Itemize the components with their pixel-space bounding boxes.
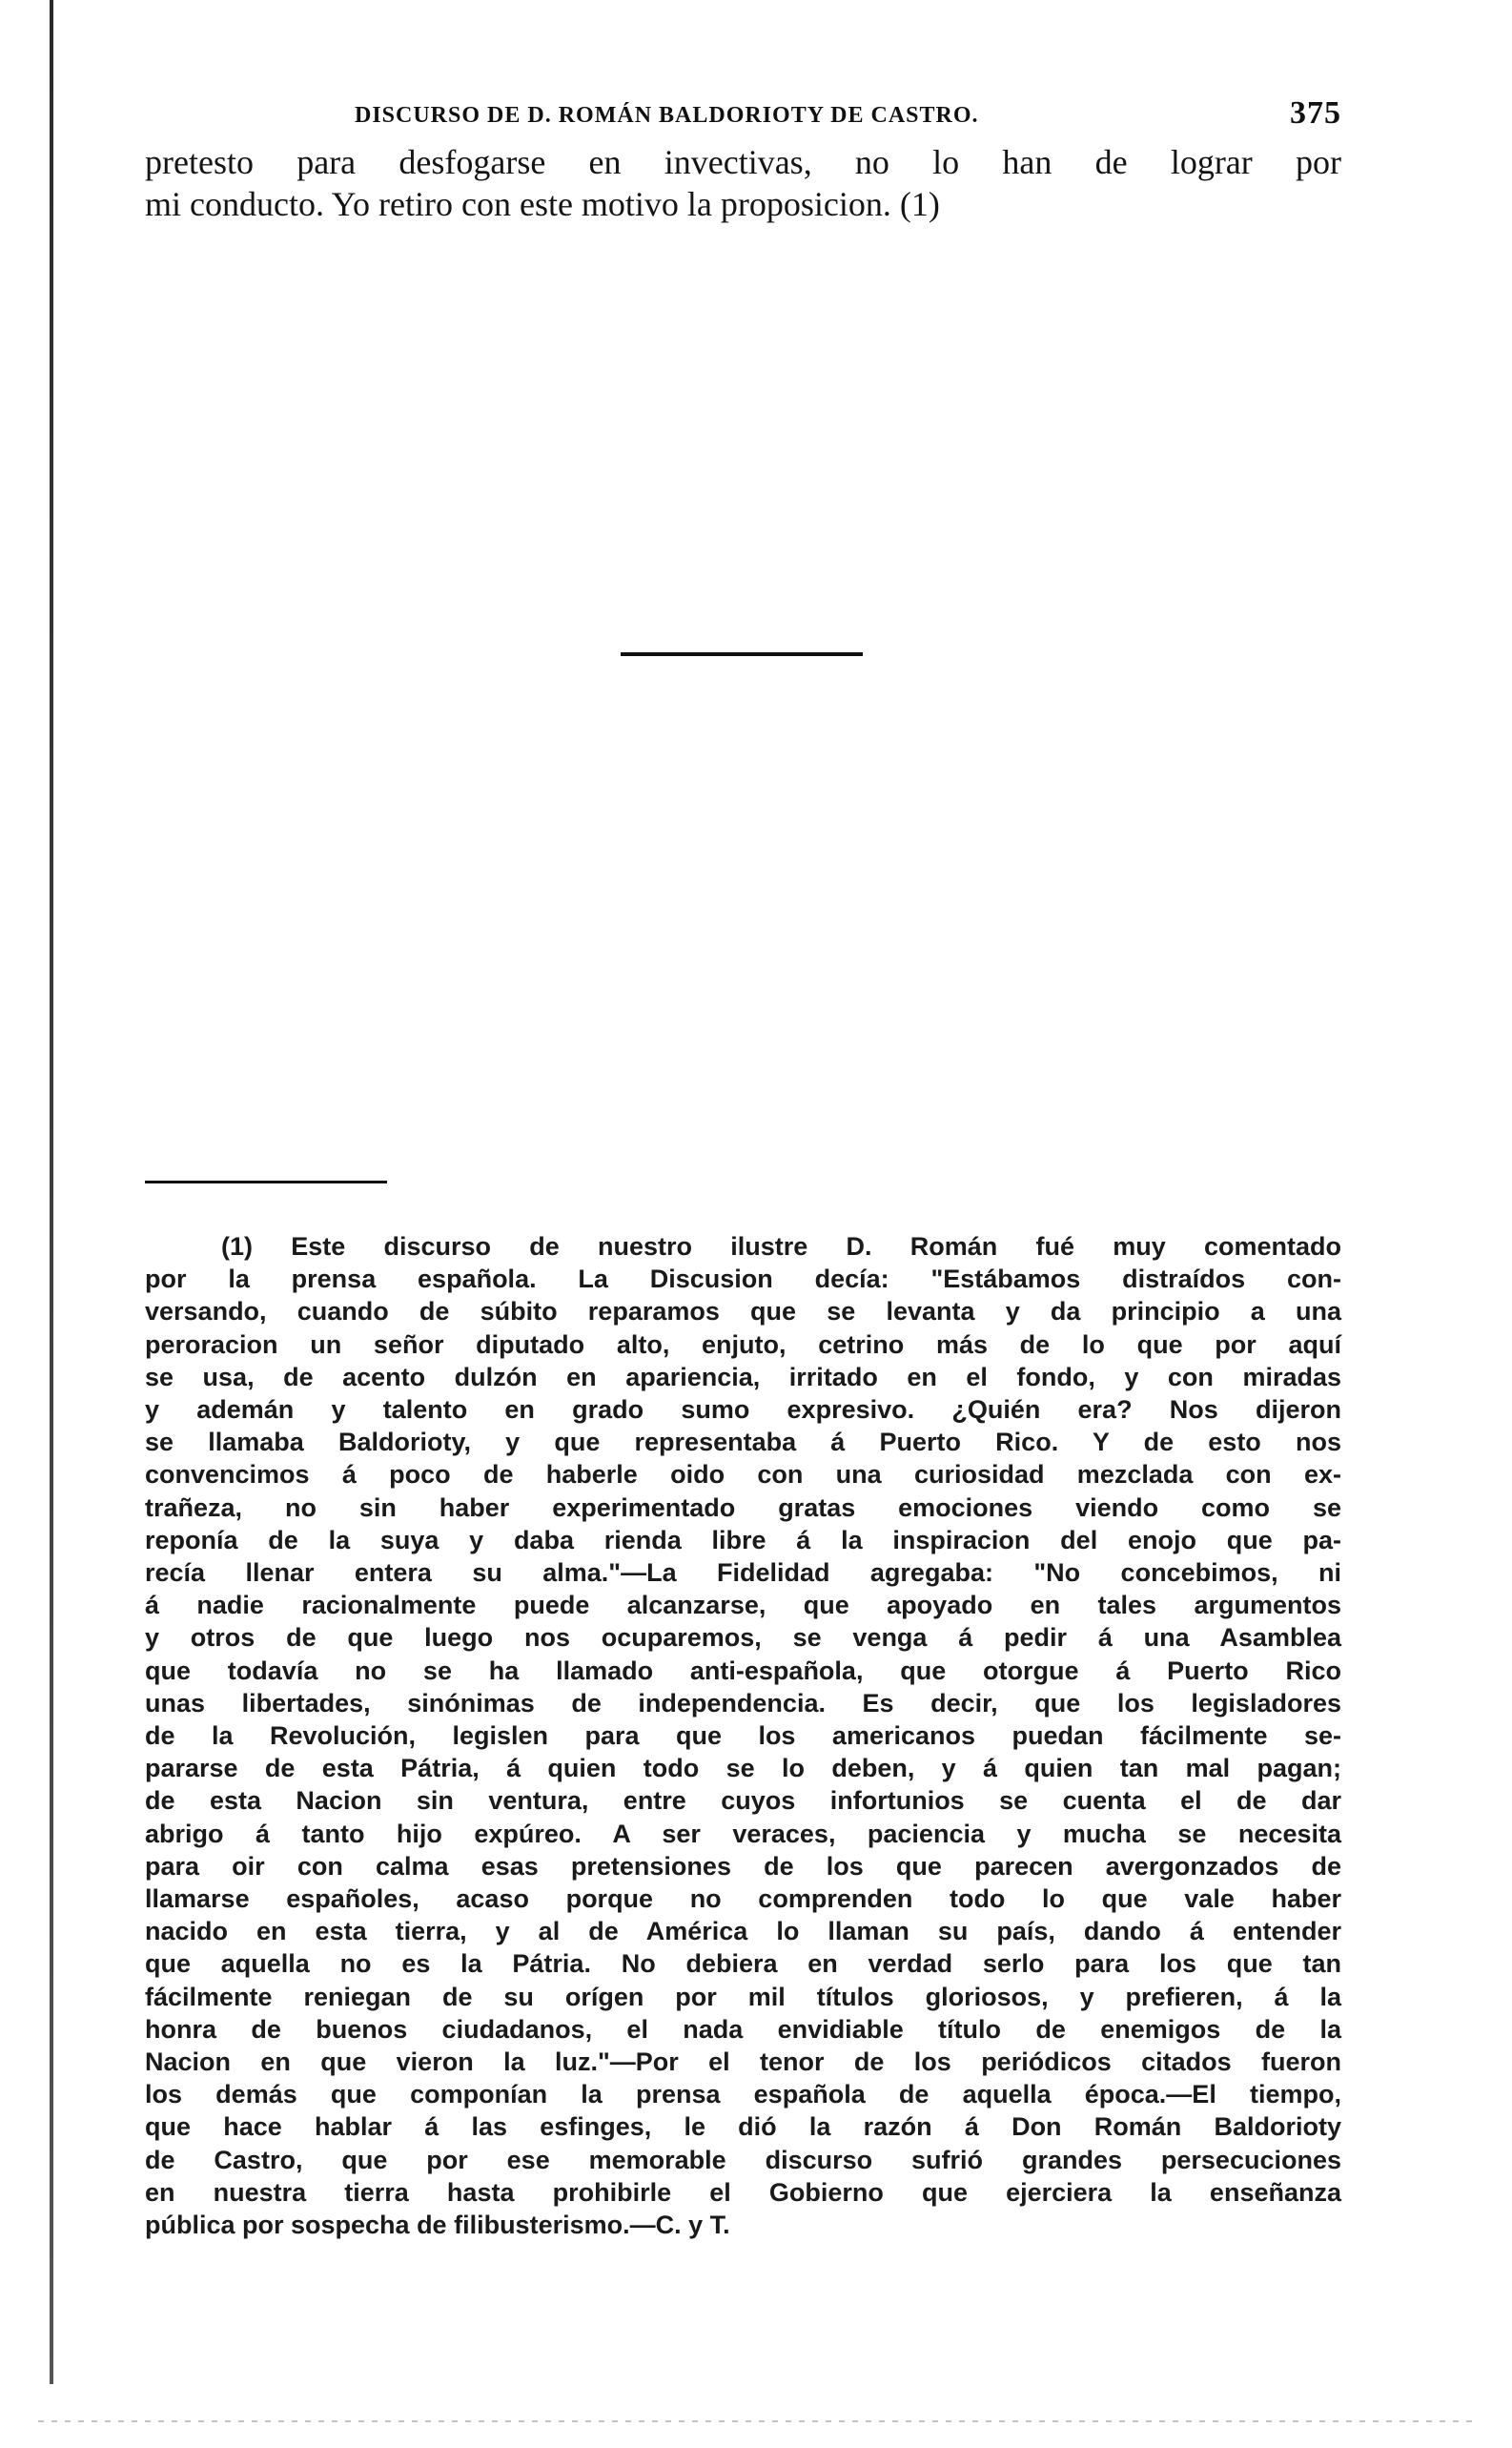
footnote-line: y ademán y talento en grado sumo expresivo. ¿Quién era? Nos dijeron	[145, 1395, 1341, 1425]
footnote-line: versando, cuando de súbito reparamos que se levanta y da principio a una	[145, 1297, 1341, 1327]
body-line: pretesto para desfogarse en invectivas, no lo han de lograr por	[145, 143, 1341, 181]
footnote-line: que hace hablar á las esfinges, le dió la razón á Don Román Baldorioty	[145, 2112, 1341, 2142]
scan-bottom-edge	[38, 2420, 1478, 2422]
footnote-line: peroracion un señor diputado alto, enjuto, cetrino más de lo que por aquí	[145, 1329, 1341, 1359]
footnote-line: nacido en esta tierra, y al de América lo llaman su país, dando á entender	[145, 1917, 1341, 1946]
footnote-line: reponía de la suya y daba rienda libre á la inspiracion del enojo que pa-	[145, 1525, 1341, 1554]
section-separator-rule	[621, 652, 863, 656]
footnote-line: se llamaba Baldorioty, y que representaba á Puerto Rico. Y de esto nos	[145, 1428, 1341, 1457]
running-title: DISCURSO DE D. ROMÁN BALDORIOTY DE CASTRO.	[355, 103, 979, 128]
running-header	[145, 95, 1341, 141]
footnote-line: Nacion en que vieron la luz."—Por el tenor de los periódicos citados fueron	[145, 2047, 1341, 2077]
footnote-line: á nadie racionalmente puede alcanzarse, que apoyado en tales argumentos	[145, 1591, 1341, 1620]
page-number: 375	[1290, 95, 1341, 131]
footnote-line: que todavía no se ha llamado anti-española, que otorgue á Puerto Rico	[145, 1656, 1341, 1685]
footnote-line: pública por sospecha de filibusterismo.—C. y T.	[145, 2211, 730, 2240]
page-spine-edge	[50, 0, 53, 2384]
footnote-line: pararse de esta Pátria, á quien todo se lo deben, y á quien tan mal pagan;	[145, 1754, 1341, 1783]
body-line: mi conducto. Yo retiro con este motivo la proposicion. (1)	[145, 185, 940, 223]
book-page	[145, 95, 1341, 2240]
footnote-line: fácilmente reniegan de su orígen por mil títulos gloriosos, y prefieren, á la	[145, 1982, 1341, 2011]
footnote-line: abrigo á tanto hijo expúreo. A ser veraces, paciencia y mucha se necesita	[145, 1819, 1341, 1848]
footnote-line: para oir con calma esas pretensiones de los que parecen avergonzados de	[145, 1851, 1341, 1881]
footnote-line: unas libertades, sinónimas de independencia. Es decir, que los legisladores	[145, 1688, 1341, 1718]
footnote-line: de Castro, que por ese memorable discurso sufrió grandes persecuciones	[145, 2145, 1341, 2174]
footnote	[145, 1230, 1341, 2241]
footnote-line: de esta Nacion sin ventura, entre cuyos infortunios se cuenta el de dar	[145, 1786, 1341, 1816]
footnote-line: los demás que componían la prensa española de aquella época.—El tiempo,	[145, 2080, 1341, 2109]
footnote-line: en nuestra tierra hasta prohibirle el Gobierno que ejerciera la enseñanza	[145, 2177, 1341, 2207]
footnote-rule	[145, 1181, 387, 1183]
footnote-line: recía llenar entera su alma."—La Fidelidad agregaba: "No concebimos, ni	[145, 1558, 1341, 1588]
footnote-line: de la Revolución, legislen para que los americanos puedan fácilmente se-	[145, 1721, 1341, 1751]
footnote-line: y otros de que luego nos ocuparemos, se venga á pedir á una Asamblea	[145, 1623, 1341, 1653]
footnote-line: trañeza, no sin haber experimentado gratas emociones viendo como se	[145, 1492, 1341, 1522]
footnote-line: llamarse españoles, acaso porque no comprenden todo lo que vale haber	[145, 1884, 1341, 1914]
footnote-line: por la prensa española. La Discusion decía: "Estábamos distraídos con-	[145, 1265, 1341, 1294]
body-paragraph	[145, 141, 1341, 225]
footnote-line: (1) Este discurso de nuestro ilustre D. Román fué muy comentado	[221, 1232, 1341, 1261]
footnote-line: que aquella no es la Pátria. No debiera en verdad serlo para los que tan	[145, 1949, 1341, 1979]
footnote-line: honra de buenos ciudadanos, el nada envidiable título de enemigos de la	[145, 2014, 1341, 2044]
footnote-line: se usa, de acento dulzón en apariencia, irritado en el fondo, y con miradas	[145, 1362, 1341, 1391]
footnote-line: convencimos á poco de haberle oido con una curiosidad mezclada con ex-	[145, 1460, 1341, 1490]
